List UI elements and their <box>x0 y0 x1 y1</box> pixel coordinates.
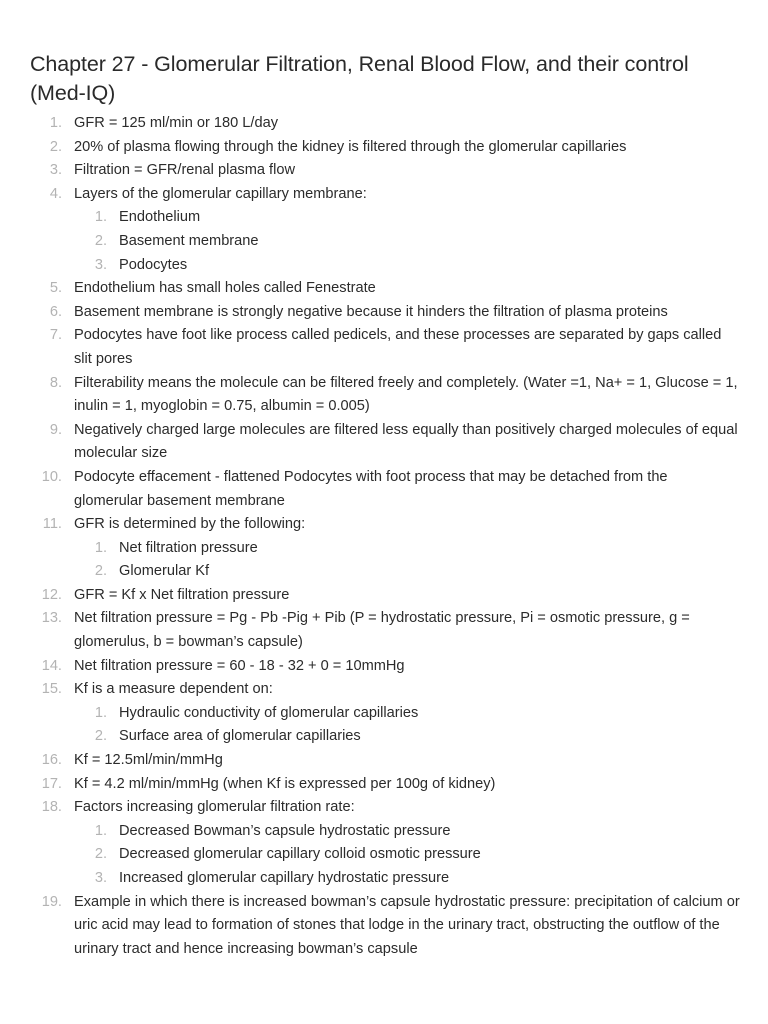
sub-list-item-text: Surface area of glomerular capillaries <box>119 728 361 745</box>
list-item-text: Filtration = GFR/renal plasma flow <box>74 162 296 179</box>
list-item <box>30 324 740 371</box>
sub-list-item <box>74 702 740 726</box>
sub-list <box>74 702 740 749</box>
list-item-text: Basement membrane is strongly negative because it hinders the filtration of plasma proteins <box>74 303 668 320</box>
sub-list-item-number: 1. <box>94 539 107 556</box>
sub-list-item-text: Decreased glomerular capillary colloid osmotic pressure <box>119 846 481 863</box>
list-item-text: Podocytes have foot like process called pedicels, and these processes are separated by gaps called slit pores <box>74 327 722 367</box>
list-item <box>30 277 740 301</box>
sub-list-item-number: 2. <box>94 846 107 863</box>
list-item <box>30 584 740 608</box>
sub-list-item <box>74 820 740 844</box>
list-item-text: 20% of plasma flowing through the kidney is filtered through the glomerular capillaries <box>74 138 627 155</box>
sub-list-item <box>74 725 740 749</box>
list-item-text: Kf is a measure dependent on: <box>74 681 273 698</box>
list-item-number: 8. <box>49 374 62 391</box>
list-item-number: 9. <box>49 421 62 438</box>
list-item-number: 16. <box>41 752 62 769</box>
list-item-number: 19. <box>41 893 62 910</box>
list-item-number: 4. <box>49 185 62 202</box>
list-item <box>30 655 740 679</box>
notes-list <box>30 112 740 961</box>
list-item-number: 10. <box>41 468 62 485</box>
sub-list <box>74 820 740 891</box>
list-item-number: 11. <box>42 516 62 533</box>
sub-list-item-text: Podocytes <box>119 256 188 273</box>
list-item-number: 13. <box>41 610 62 627</box>
list-item-text: Net filtration pressure = Pg - Pb -Pig + Pib (P = hydrostatic pressure, Pi = osmotic pressure, g = glomerulus, b = bowman’s capsule) <box>74 610 690 651</box>
sub-list-item-text: Increased glomerular capillary hydrostatic pressure <box>119 870 450 886</box>
list-item-number: 17. <box>41 775 62 792</box>
list-item-text: Kf = 4.2 ml/min/mmHg (when Kf is expressed per 100g of kidney) <box>74 775 496 792</box>
list-item-text: Example in which there is increased bowman’s capsule hydrostatic pressure: precipitation of calcium or uric acid may lead to formation of stones that lodge in the urinary tract, obstructing the outflow of the urinary tract and hence increasing bowman’s capsule <box>74 893 740 957</box>
list-item <box>30 607 740 654</box>
list-item <box>30 513 740 584</box>
sub-list-item-text: Decreased Bowman’s capsule hydrostatic pressure <box>119 822 451 839</box>
list-item-number: 14. <box>41 657 62 674</box>
sub-list-item-number: 1. <box>94 704 107 721</box>
sub-list-item <box>74 230 740 254</box>
list-item <box>30 136 740 160</box>
list-item-number: 18. <box>41 799 62 816</box>
list-item-text: Podocyte effacement - flattened Podocytes with foot process that may be detached from the glomerular basement membrane <box>74 468 668 509</box>
list-item <box>30 372 740 419</box>
list-item <box>30 678 740 749</box>
sub-list-item-number: 3. <box>94 256 107 273</box>
list-item-number: 1. <box>49 115 62 131</box>
sub-list-item-text: Glomerular Kf <box>119 563 210 580</box>
list-item <box>30 466 740 513</box>
list-item <box>30 749 740 773</box>
sub-list-item-number: 1. <box>94 209 107 226</box>
list-item <box>30 796 740 890</box>
list-item-number: 5. <box>49 280 62 297</box>
sub-list-item <box>74 867 740 891</box>
sub-list-item-text: Net filtration pressure <box>119 539 258 556</box>
list-item <box>30 301 740 325</box>
list-item-number: 3. <box>49 162 62 179</box>
list-item-text: Negatively charged large molecules are filtered less equally than positively charged molecules of equal molecular size <box>74 421 738 462</box>
list-item-number: 6. <box>49 303 62 320</box>
list-item-text: Endothelium has small holes called Fenestrate <box>74 280 376 297</box>
sub-list-item-number: 2. <box>94 563 107 580</box>
list-item-number: 7. <box>49 327 62 344</box>
sub-list-item <box>74 560 740 584</box>
sub-list-item-number: 1. <box>94 822 107 839</box>
list-item-text: Net filtration pressure = 60 - 18 - 32 + 0 = 10mmHg <box>74 657 405 674</box>
sub-list-item <box>74 254 740 278</box>
list-item-number: 15. <box>41 681 62 698</box>
list-item-number: 12. <box>41 586 62 603</box>
list-item <box>30 112 740 136</box>
sub-list <box>74 537 740 584</box>
list-item-text: Kf = 12.5ml/min/mmHg <box>74 752 223 769</box>
list-item-text: GFR = 125 ml/min or 180 L/day <box>74 115 278 131</box>
list-item <box>30 159 740 183</box>
list-item-text: Filterability means the molecule can be filtered freely and completely. (Water =1, Na+ = 1, Glucose = 1, inulin = 1, myoglobin = 0.75, albumin = 0.005) <box>74 374 738 415</box>
list-item <box>30 773 740 797</box>
sub-list <box>74 206 740 277</box>
list-item-number: 2. <box>49 138 62 155</box>
sub-list-item <box>74 537 740 561</box>
list-item-text: GFR is determined by the following: <box>74 516 306 533</box>
sub-list-item-number: 2. <box>94 232 107 249</box>
sub-list-item <box>74 843 740 867</box>
sub-list-item <box>74 206 740 230</box>
sub-list-item-text: Hydraulic conductivity of glomerular capillaries <box>119 704 419 721</box>
sub-list-item-number: 2. <box>94 728 107 745</box>
sub-list-item-text: Endothelium <box>119 209 201 226</box>
list-item-text: Factors increasing glomerular filtration rate: <box>74 799 355 816</box>
list-item <box>30 419 740 466</box>
list-item <box>30 891 740 962</box>
sub-list-item-number: 3. <box>94 870 107 886</box>
list-item <box>30 183 740 277</box>
list-item-text: GFR = Kf x Net filtration pressure <box>74 586 290 603</box>
sub-list-item-text: Basement membrane <box>119 232 259 249</box>
page-title: Chapter 27 - Glomerular Filtration, Renal Blood Flow, and their control (Med-IQ) <box>30 52 689 105</box>
list-item-text: Layers of the glomerular capillary membrane: <box>74 185 367 202</box>
